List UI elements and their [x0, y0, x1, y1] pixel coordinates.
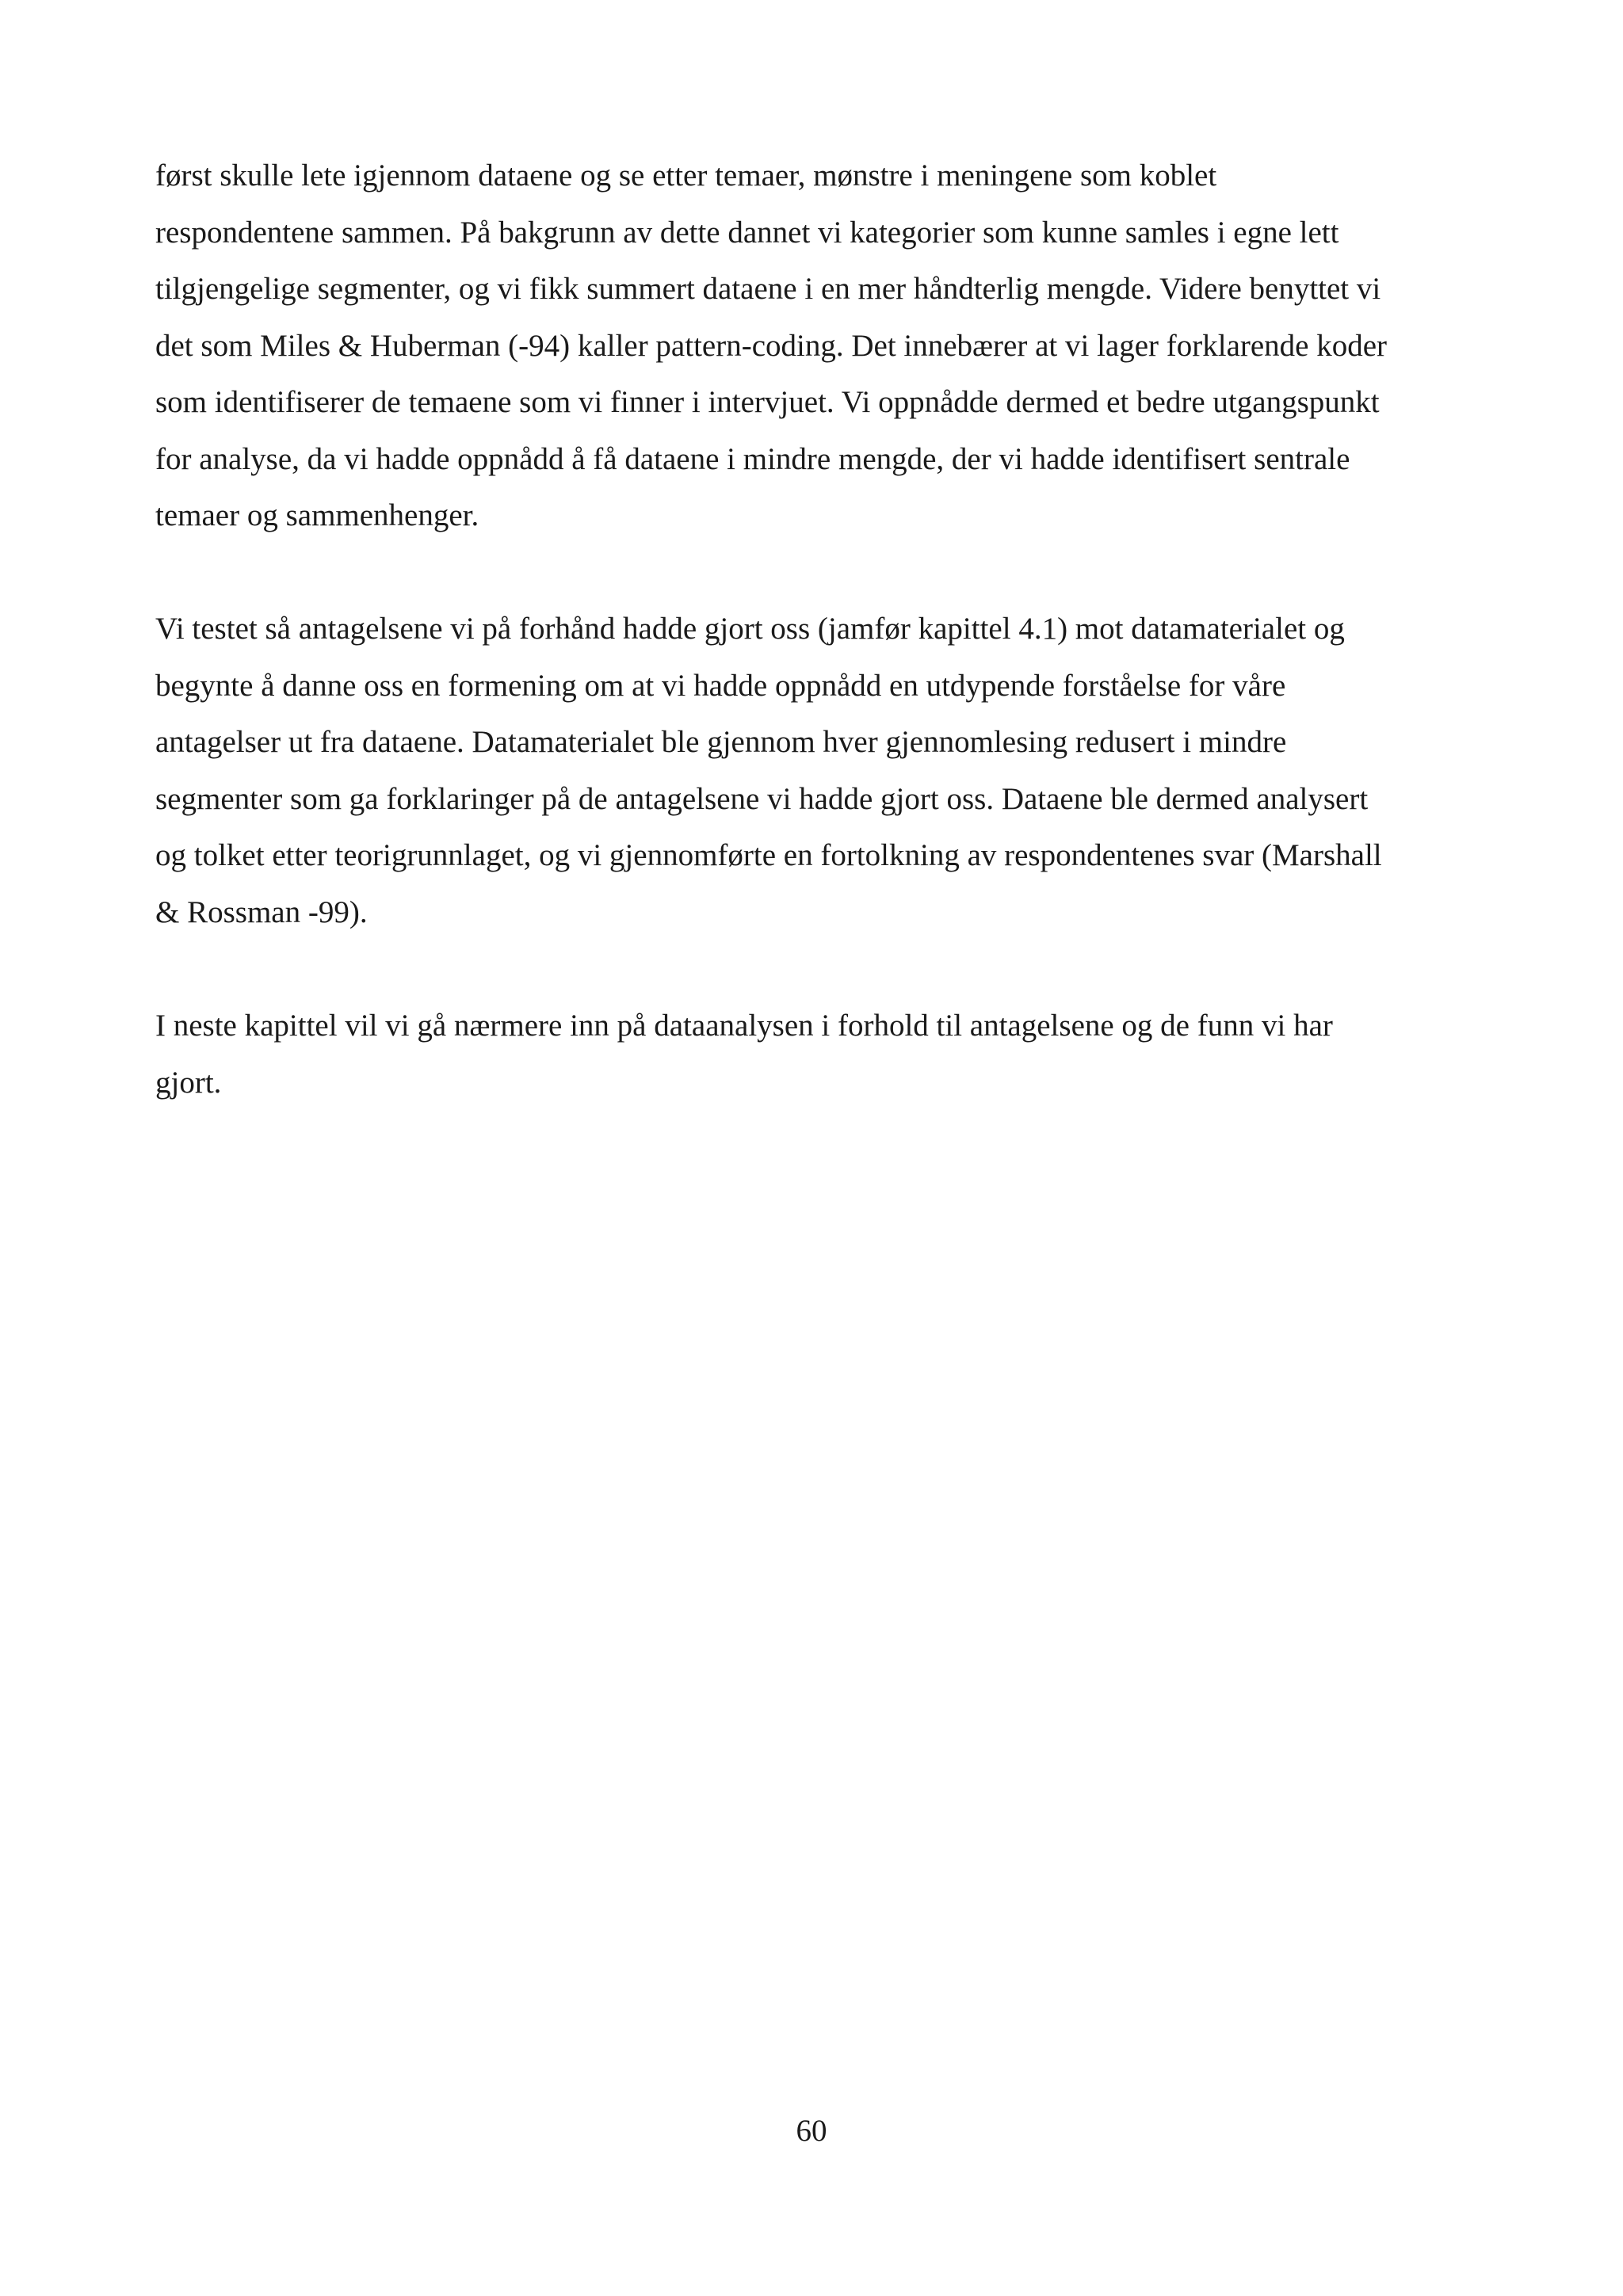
paragraph-2 [155, 601, 1471, 940]
text-line: det som Miles & Huberman (-94) kaller pattern-coding. Det innebærer at vi lager forklarende koder [155, 328, 1388, 363]
text-line: for analyse, da vi hadde oppnådd å få dataene i mindre mengde, der vi hadde identifisert sentrale [155, 441, 1350, 476]
text-line: og tolket etter teorigrunnlaget, og vi gjennomførte en fortolkning av respondentenes svar (Marshall [155, 838, 1382, 872]
text-line: antagelser ut fra dataene. Datamaterialet ble gjennom hver gjennomlesing redusert i mindre [155, 725, 1287, 759]
text-line: segmenter som ga forklaringer på de antagelsene vi hadde gjort oss. Dataene ble dermed analysert [155, 781, 1369, 816]
text-line: først skulle lete igjennom dataene og se etter temaer, mønstre i meningene som koblet [155, 158, 1217, 193]
text-line: temaer og sammenhenger. [155, 498, 479, 532]
paragraph-3 [155, 997, 1471, 1111]
paragraph-1 [155, 147, 1471, 544]
text-line: I neste kapittel vil vi gå nærmere inn på dataanalysen i forhold til antagelsene og de funn vi har [155, 1009, 1333, 1043]
text-line: & Rossman -99). [155, 894, 368, 929]
text-line: tilgjengelige segmenter, og vi fikk summert dataene i en mer håndterlig mengde. Videre benyttet vi [155, 272, 1381, 306]
text-line: gjort. [155, 1065, 222, 1100]
text-line: Vi testet så antagelsene vi på forhånd hadde gjort oss (jamfør kapittel 4.1) mot datamaterialet og [155, 612, 1345, 646]
text-line: respondentene sammen. På bakgrunn av dette dannet vi kategorier som kunne samles i egne lett [155, 215, 1339, 250]
page-number: 60 [796, 2114, 827, 2148]
text-line: begynte å danne oss en formening om at vi hadde oppnådd en utdypende forståelse for våre [155, 668, 1286, 703]
text-line: som identifiserer de temaene som vi finner i intervjuet. Vi oppnådde dermed et bedre utgangspunkt [155, 385, 1380, 419]
